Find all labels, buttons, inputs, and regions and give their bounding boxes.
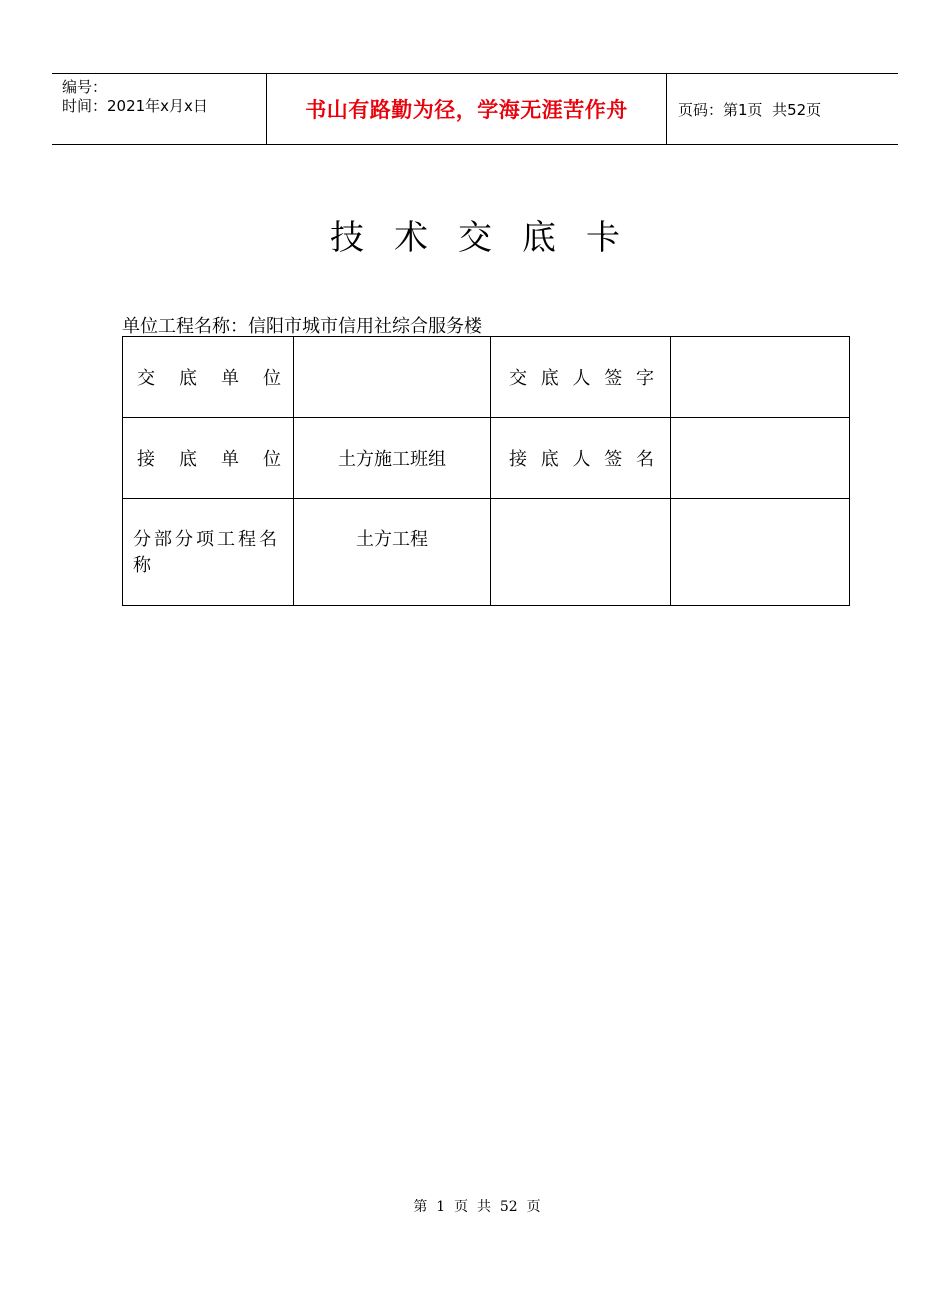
- receiving-unit-label: [123, 418, 294, 499]
- label-char: 底: [179, 449, 197, 470]
- page-info-text: 页码：第1页 共52页: [678, 100, 822, 119]
- empty-cell: [491, 499, 671, 606]
- table-row: [123, 418, 850, 499]
- handover-unit-value: [294, 337, 491, 418]
- title-char: 术: [394, 218, 428, 258]
- label-char: 底: [540, 449, 559, 470]
- label-char: 签: [604, 368, 623, 389]
- label-char: 人: [572, 368, 591, 389]
- sub-project-value: [294, 499, 491, 606]
- handover-signer-label: [491, 337, 671, 418]
- disclosure-table: [122, 336, 850, 606]
- label-char: 字: [636, 368, 654, 389]
- document-number-label: 编号：: [62, 78, 108, 96]
- header-motto: 书山有路勤为径，学海无涯苦作舟: [267, 74, 667, 144]
- label-char: 位: [263, 368, 281, 389]
- receiving-signature: [671, 418, 850, 499]
- label-char: 名: [636, 449, 654, 470]
- label-char: 接: [137, 449, 155, 470]
- header-page-info: [667, 74, 898, 144]
- title-char: 底: [522, 218, 556, 258]
- label-char: 位: [263, 449, 281, 470]
- label-char: 单: [221, 368, 239, 389]
- handover-signature: [671, 337, 850, 418]
- receiving-unit-value: 土方施工班组: [294, 418, 491, 499]
- document-date: 时间：2021年x月x日: [62, 97, 208, 115]
- sub-project-label: [123, 499, 294, 606]
- project-name-line: 单位工程名称：信阳市城市信用社综合服务楼: [122, 316, 482, 337]
- label-char: 单: [221, 449, 239, 470]
- table-row: [123, 337, 850, 418]
- sub-project-label-text: 分部分项工程名称: [133, 529, 280, 576]
- label-char: 交: [137, 368, 155, 389]
- footer-page-number: 第 1 页 共 52 页: [413, 1199, 541, 1215]
- label-char: 交: [509, 368, 527, 389]
- page-header: [52, 73, 898, 145]
- page-footer: [0, 1196, 950, 1216]
- header-meta: [52, 74, 267, 144]
- receiving-signer-label: [491, 418, 671, 499]
- handover-unit-label: [123, 337, 294, 418]
- label-char: 接: [509, 449, 527, 470]
- title-char: 卡: [586, 218, 620, 258]
- document-title: [0, 210, 950, 259]
- label-char: 签: [604, 449, 623, 470]
- title-char: 交: [458, 218, 492, 258]
- sub-project-value-text: 土方工程: [356, 529, 428, 550]
- label-char: 底: [540, 368, 559, 389]
- table-row: [123, 499, 850, 606]
- title-char: 技: [330, 218, 364, 258]
- label-char: 底: [179, 368, 197, 389]
- empty-cell: [671, 499, 850, 606]
- label-char: 人: [572, 449, 591, 470]
